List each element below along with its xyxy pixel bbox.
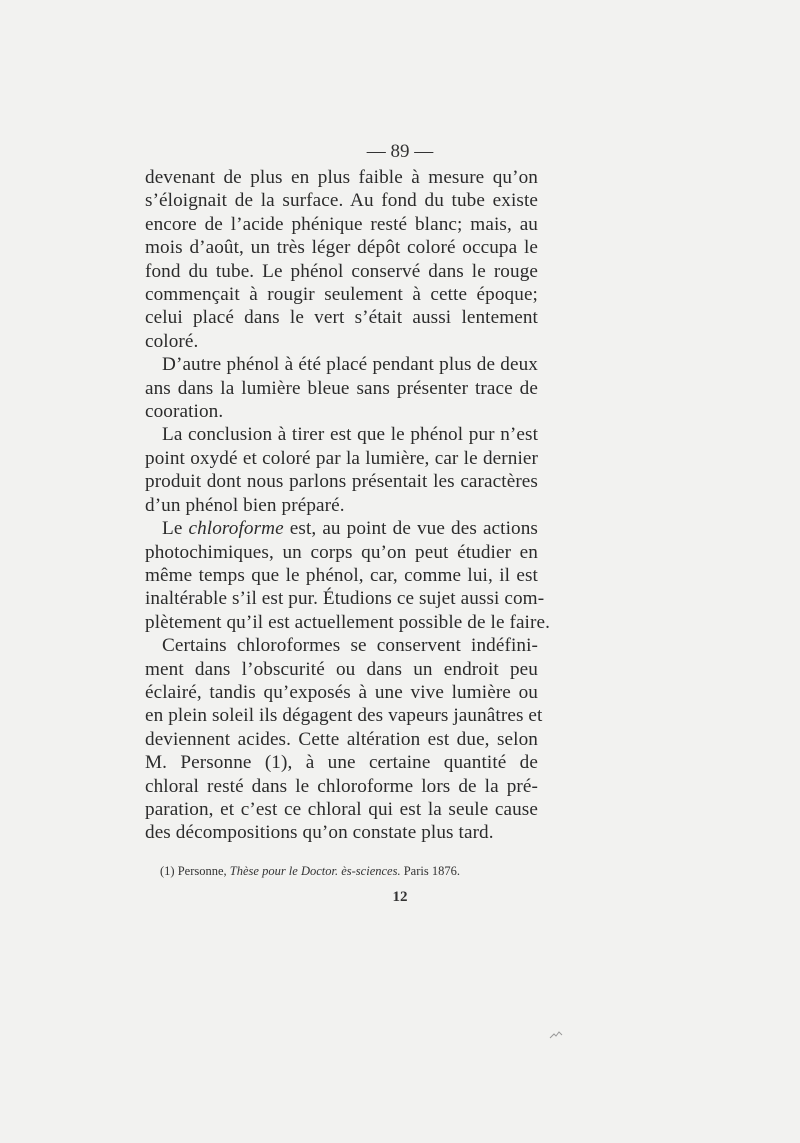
text-line: cooration. (145, 401, 224, 423)
footnote-place-year: Paris 1876. (403, 864, 460, 878)
paragraph-5 (145, 634, 543, 845)
footnote-marker: (1) (160, 864, 175, 878)
text-line: inaltérable s’il est pur. Étudions ce sujet aussi com- (145, 588, 545, 610)
text-line (145, 517, 538, 540)
text-line: paration, et c’est ce chloral qui est la seule cause (145, 798, 538, 820)
paragraph-4 (145, 517, 550, 634)
text-line: coloré. (145, 330, 199, 352)
text-line: s’éloignait de la surface. Au fond du tube existe (145, 190, 538, 212)
text-line: plètement qu’il est actuellement possible de le faire. (145, 611, 550, 633)
text-line: mois d’août, un très léger dépôt coloré occupa le (145, 237, 538, 259)
text-line: devenant de plus en plus faible à mesure qu’on (145, 167, 538, 188)
text-line: ans dans la lumière bleue sans présenter trace de (145, 377, 538, 399)
text-line: même temps que le phénol, car, comme lui, il est (145, 564, 538, 586)
text-line: éclairé, tandis qu’exposés à une vive lumière ou (145, 681, 538, 703)
text-line: celui placé dans le vert s’était aussi lentement (145, 307, 538, 329)
paragraph-2 (145, 353, 538, 423)
text-line: encore de l’acide phénique resté blanc; mais, au (145, 213, 538, 235)
text-line: point oxydé et coloré par la lumière, car le dernier (145, 447, 538, 469)
text-line: commençait à rougir seulement à cette époque; (145, 284, 538, 306)
text-line: deviennent acides. Cette altération est due, selon (145, 728, 538, 750)
paragraph-3 (145, 423, 538, 517)
text-line: D’autre phénol à été placé pendant plus de deux (162, 354, 538, 376)
signature-mark: 12 (392, 889, 408, 905)
text-line: M. Personne (1), à une certaine quantité de (145, 752, 538, 774)
text-line: fond du tube. Le phénol conservé dans le rouge (145, 260, 538, 282)
text-line: produit dont nous parlons présentait les caractères (145, 471, 538, 493)
text-line: des décompositions qu’on constate plus tard. (145, 822, 494, 844)
italic-term: chloroforme (188, 518, 284, 540)
footnote (160, 864, 540, 879)
text-line: photochimiques, un corps qu’on peut étudier en (145, 541, 538, 563)
text-line: chloral resté dans le chloroforme lors de la pré- (145, 775, 538, 797)
page-number: — 89 — (366, 141, 434, 162)
text-line: La conclusion à tirer est que le phénol pur n’est (162, 424, 538, 446)
text-fragment: Le (162, 518, 189, 540)
text-line: ment dans l’obscurité ou dans un endroit peu (145, 658, 538, 680)
text-line: Certains chloroformes se conservent indéfini- (162, 635, 538, 657)
text-line: en plein soleil ils dégagent des vapeurs jaunâtres et (145, 705, 543, 727)
footnote-author: Personne, (177, 864, 227, 878)
body-text (145, 166, 550, 845)
text-fragment: est, au point de vue des actions (283, 518, 538, 540)
ink-smudge-icon (549, 1030, 563, 1040)
footnote-title: Thèse pour le Doctor. ès-sciences. (229, 864, 401, 878)
text-line: d’un phénol bien préparé. (145, 494, 345, 516)
paragraph-1 (145, 166, 538, 353)
